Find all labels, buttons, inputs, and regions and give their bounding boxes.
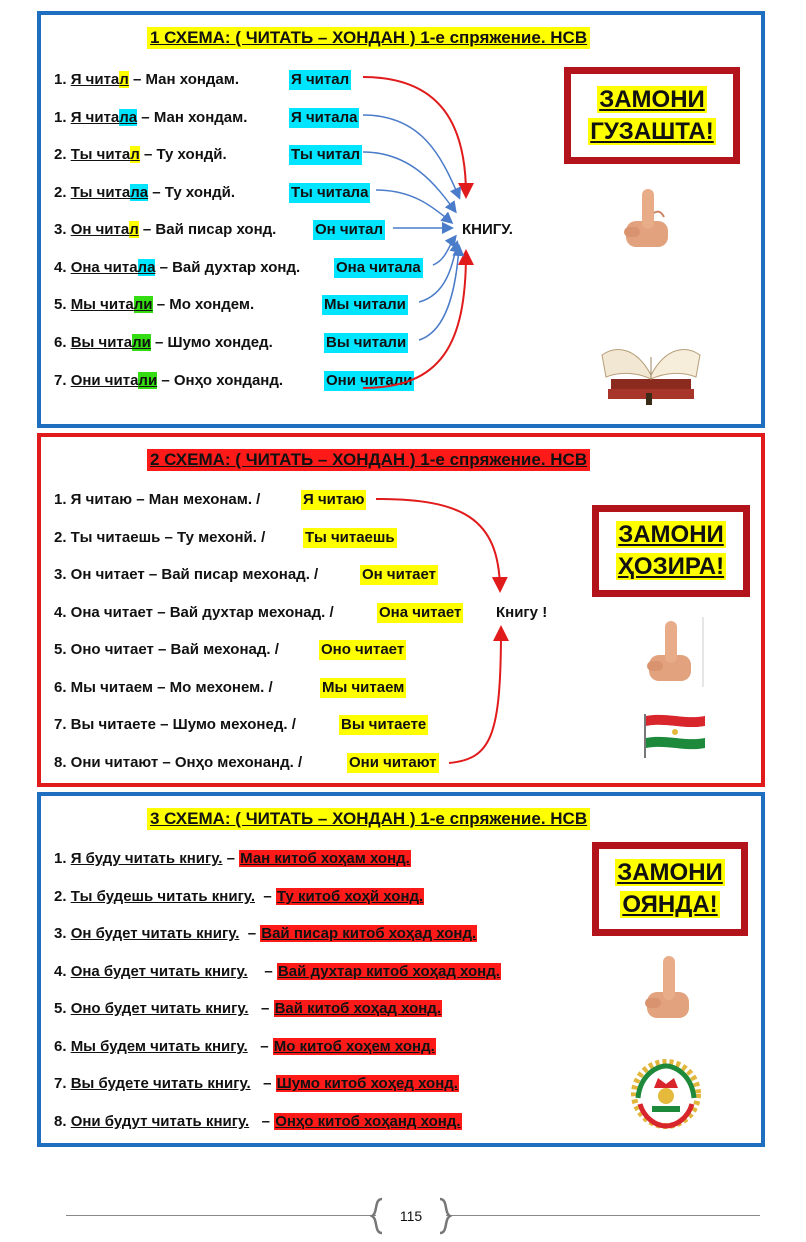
verb-form: [71, 71, 129, 88]
page-footer: [0, 1195, 806, 1235]
schema-2-row: 4. Она читает – Вай духтар мехонад. /: [54, 604, 334, 621]
row-number: 1.: [54, 850, 67, 867]
schema-3-row: [54, 962, 501, 982]
row-number: 7.: [54, 1075, 67, 1092]
row-number: 8.: [54, 1113, 67, 1130]
schema-3-row: [54, 999, 442, 1019]
pronoun-verb-tag: Оно читает: [321, 641, 405, 658]
verb-form: [71, 296, 153, 313]
pronoun-verb-tag: Она читает: [379, 604, 462, 621]
row-number: 5.: [54, 1000, 67, 1017]
verb-stem: Она чита: [70, 259, 138, 276]
tense-label-present: [592, 505, 750, 597]
tajikistan-emblem-icon: [628, 1056, 704, 1132]
row-number: 2.: [54, 146, 67, 163]
pronoun-verb-tag: Я читаю: [303, 491, 365, 508]
verb-form: [71, 259, 156, 276]
verb-stem: Я чита: [70, 71, 120, 88]
dash: –: [248, 1000, 274, 1017]
schema-3-row: [54, 849, 411, 869]
verb-stem: Ты чита: [70, 146, 131, 163]
dash: –: [247, 963, 277, 980]
verb-form: [71, 109, 137, 126]
schema-1-row: [54, 220, 276, 240]
row-number: 1.: [54, 109, 67, 126]
verb-stem: Мы чита: [70, 296, 134, 313]
schema-1-row: [54, 145, 227, 165]
verb-form: [71, 221, 139, 238]
schema-2-row: 3. Он читает – Вай писар мехонад. /: [54, 566, 319, 583]
tense-word: ЗАМОНИ: [618, 521, 724, 548]
schema-3-row: [54, 1037, 436, 1057]
page-number: 115: [399, 1208, 423, 1224]
russian-sentence: Они будут читать книгу.: [70, 1113, 250, 1130]
pronoun-verb-tag: Он читает: [362, 566, 437, 583]
row-number: 1.: [54, 71, 67, 88]
row-number: 5.: [54, 296, 67, 313]
open-book-icon: [596, 327, 706, 405]
translation: – Ту хондй.: [148, 184, 236, 201]
translation: – Мо хондем.: [152, 296, 255, 313]
schema-2-row: 8. Они читают – Онҳо мехонанд. /: [54, 754, 303, 771]
schema-3-row: [54, 924, 477, 944]
verb-stem: Они чита: [70, 372, 139, 389]
tajik-translation: Мо китоб хоҳем хонд.: [273, 1038, 435, 1055]
verb-ending: ла: [130, 184, 149, 201]
verb-ending: л: [130, 146, 140, 163]
schema-1-row: [54, 295, 254, 315]
verb-stem: Я чита: [70, 109, 120, 126]
row-number: 7.: [54, 372, 67, 389]
pronoun-verb-tag: Вы читали: [326, 334, 407, 351]
schema-2-row: 1. Я читаю – Ман мехонам. /: [54, 491, 261, 508]
russian-sentence: Оно будет читать книгу.: [70, 1000, 249, 1017]
dash: –: [222, 850, 240, 867]
tense-name: ҲОЗИРА!: [617, 553, 725, 580]
tajik-translation: Вай писар китоб хоҳад хонд.: [261, 925, 477, 942]
russian-sentence: Она будет читать книгу.: [70, 963, 248, 980]
schema-1-title: 1 СХЕМА: ( ЧИТАТЬ – ХОНДАН ) 1-е спряжение. НСВ: [147, 27, 590, 49]
row-number: 3.: [54, 221, 67, 238]
row-number: 6.: [54, 334, 67, 351]
pronoun-verb-tag: Я читала: [291, 109, 358, 126]
dash: –: [249, 1113, 275, 1130]
translation: – Ту хондй.: [139, 146, 227, 163]
verb-form: [71, 146, 140, 163]
verb-ending: ла: [137, 259, 156, 276]
schema-2-panel: [37, 433, 765, 787]
footer-rule-left: [66, 1215, 376, 1216]
tajik-translation: Шумо китоб хоҳед хонд.: [276, 1075, 458, 1092]
translation: – Ман хондам.: [137, 109, 248, 126]
schema-3-row: [54, 1074, 459, 1094]
translation: – Ман хондам.: [128, 71, 240, 88]
verb-form: [71, 372, 157, 389]
translation: – Вай духтар хонд.: [155, 259, 301, 276]
pronoun-verb-tag: Они читали: [326, 372, 413, 389]
tense-word: ЗАМОНИ: [617, 859, 723, 886]
schema-3-title: 3 СХЕМА: ( ЧИТАТЬ – ХОНДАН ) 1-е спряжение. НСВ: [147, 808, 590, 830]
russian-sentence: Он будет читать книгу.: [70, 925, 240, 942]
translation: – Онҳо хонданд.: [157, 372, 284, 389]
tajik-translation: Вай китоб хоҳад хонд.: [274, 1000, 441, 1017]
row-number: 4.: [54, 963, 67, 980]
pronoun-verb-tag: Мы читали: [324, 296, 406, 313]
schema-1-panel: [37, 11, 765, 428]
verb-ending: ли: [133, 296, 153, 313]
tajik-translation: Ман китоб хоҳам хонд.: [240, 850, 410, 867]
russian-sentence: Вы будете читать книгу.: [70, 1075, 251, 1092]
tense-name: ГУЗАШТА!: [590, 117, 714, 145]
translation: – Вай писар хонд.: [138, 221, 277, 238]
pronoun-verb-tag: Ты читал: [291, 146, 361, 163]
schema-1-row: [54, 183, 235, 203]
hand-pointing-up-icon: [635, 950, 707, 1026]
schema-1-row: [54, 333, 273, 353]
hand-pointing-up-icon: [637, 615, 709, 689]
tajik-translation: Онҳо китоб хоҳанд хонд.: [275, 1113, 461, 1130]
row-number: 2.: [54, 184, 67, 201]
pronoun-verb-tag: Я читал: [291, 71, 350, 88]
pronoun-verb-tag: Ты читаешь: [305, 529, 395, 546]
pronoun-verb-tag: Она читала: [336, 259, 421, 276]
schema-1-row: [54, 258, 300, 278]
row-number: 2.: [54, 888, 67, 905]
verb-stem: Ты чита: [70, 184, 131, 201]
pronoun-verb-tag: Он читал: [315, 221, 384, 238]
schema-3-row: [54, 1112, 462, 1132]
schema-2-row: 6. Мы читаем – Мо мехонем. /: [54, 679, 273, 696]
pronoun-verb-tag: Вы читаете: [341, 716, 427, 733]
tense-word: ЗАМОНИ: [599, 85, 705, 113]
tense-name: ОЯНДА!: [622, 891, 718, 918]
pronoun-verb-tag: Они читают: [349, 754, 437, 771]
schema-1-row: [54, 371, 283, 391]
translation: – Шумо хондед.: [150, 334, 273, 351]
russian-sentence: Ты будешь читать книгу.: [70, 888, 256, 905]
pronoun-verb-tag: Ты читала: [291, 184, 369, 201]
schema-3-panel: [37, 792, 765, 1147]
verb-stem: Вы чита: [70, 334, 133, 351]
verb-form: [71, 334, 151, 351]
verb-stem: Он чита: [70, 221, 130, 238]
verb-ending: ли: [132, 334, 151, 351]
tense-label-future: [592, 842, 748, 936]
schema-3-row: [54, 887, 424, 907]
russian-sentence: Мы будем читать книгу.: [70, 1038, 248, 1055]
schema-1-row: [54, 70, 239, 90]
pronoun-verb-tag: Мы читаем: [322, 679, 405, 696]
russian-sentence: Я буду читать книгу.: [70, 850, 223, 867]
tajik-translation: Вай духтар китоб хоҳад хонд.: [277, 963, 500, 980]
row-number: 4.: [54, 259, 67, 276]
schema-2-row: 7. Вы читаете – Шумо мехонед. /: [54, 716, 296, 733]
verb-ending: л: [129, 221, 139, 238]
dash: –: [255, 888, 276, 905]
footer-rule-right: [446, 1215, 760, 1216]
object-knigu: Книгу !: [496, 604, 548, 621]
dash: –: [250, 1075, 276, 1092]
dash: –: [239, 925, 261, 942]
schema-2-row: 2. Ты читаешь – Ту мехонй. /: [54, 529, 266, 546]
schema-2-title: 2 СХЕМА: ( ЧИТАТЬ – ХОНДАН ) 1-е спряжение. НСВ: [147, 449, 590, 471]
row-number: 6.: [54, 1038, 67, 1055]
schema-2-row: 5. Оно читает – Вай мехонад. /: [54, 641, 279, 658]
dash: –: [247, 1038, 273, 1055]
verb-ending: л: [119, 71, 129, 88]
verb-form: [71, 184, 148, 201]
schema-1-row: [54, 108, 247, 128]
object-kniguu: КНИГУ.: [462, 221, 513, 238]
tajikistan-flag-icon: [641, 712, 707, 758]
row-number: 3.: [54, 925, 67, 942]
tajik-translation: Ту китоб хоҳй хонд.: [276, 888, 424, 905]
verb-ending: ли: [138, 372, 158, 389]
verb-ending: ла: [119, 109, 138, 126]
tense-label-past: [564, 67, 740, 164]
hand-pointing-up-icon: [614, 183, 684, 253]
